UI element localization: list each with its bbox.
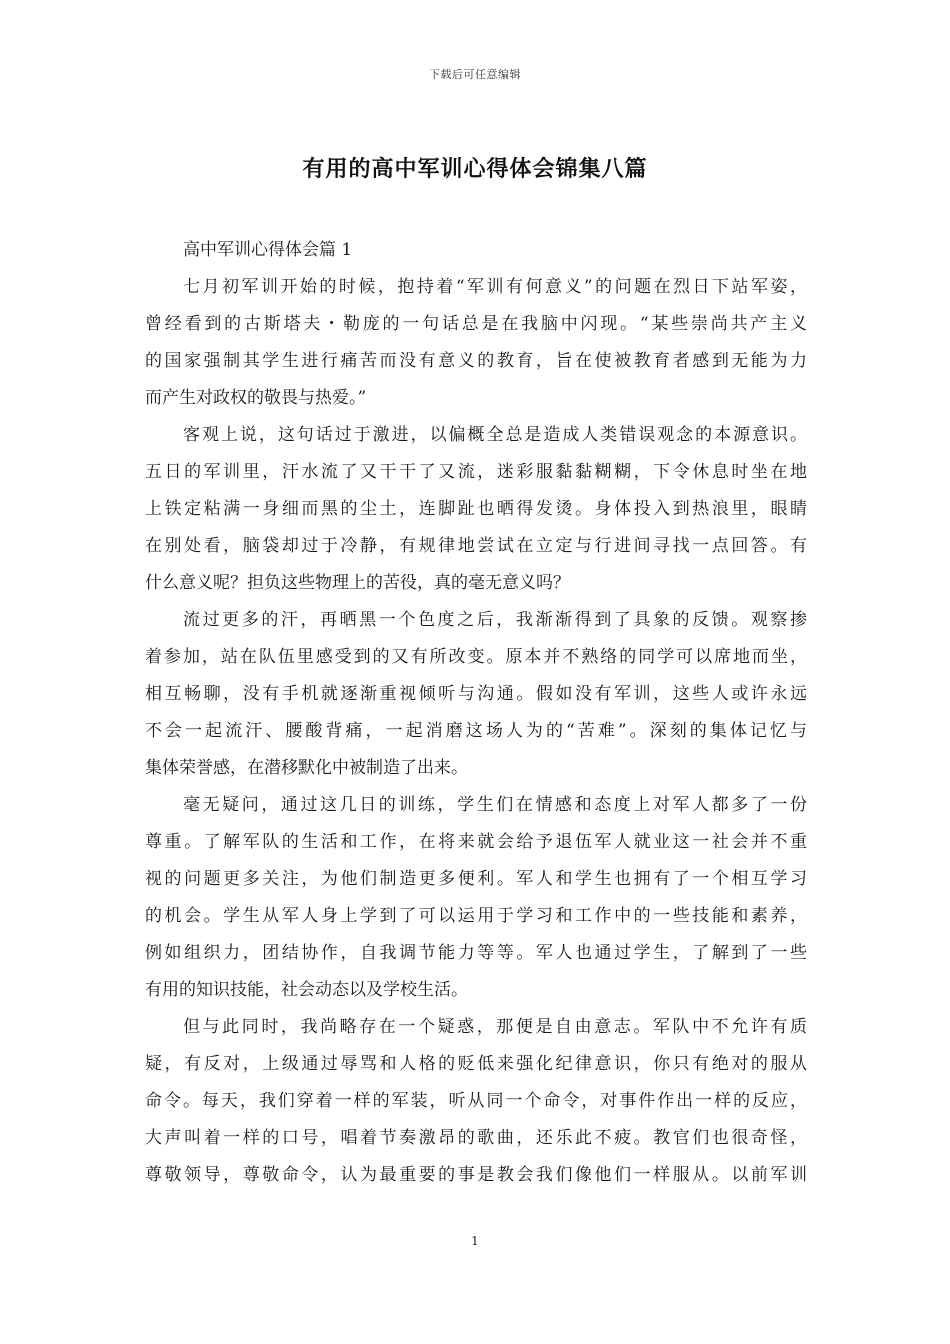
paragraph-line: 着参加，站在队伍里感受到的又有所改变。原本并不熟络的同学可以席地而坐， [145, 647, 807, 667]
paragraph-line: 七月初军训开始的时候，抱持着“军训有何意义”的问题在烈日下站军姿， [183, 277, 807, 297]
header-note: 下载后可任意编辑 [429, 68, 521, 81]
paragraph-line: 例如组织力，团结协作，自我调节能力等等。军人也通过学生，了解到了一些 [145, 943, 807, 963]
paragraph-line: 尊重。了解军队的生活和工作，在将来就会给予退伍军人就业这一社会并不重 [145, 832, 807, 852]
page-number: 1 [471, 1234, 479, 1248]
paragraph-line: 相互畅聊，没有手机就逐渐重视倾听与沟通。假如没有军训，这些人或许永远 [145, 684, 807, 704]
paragraph-line: 但与此同时，我尚略存在一个疑惑，那便是自由意志。军队中不允许有质 [183, 1017, 807, 1037]
paragraph-line: 的机会。学生从军人身上学到了可以运用于学习和工作中的一些技能和素养， [145, 906, 807, 926]
paragraph-line: 什么意义呢？担负这些物理上的苦役，真的毫无意义吗？ [145, 573, 570, 593]
paragraph-line: 五日的军训里，汗水流了又干干了又流，迷彩服黏黏糊糊，下令休息时坐在地 [145, 462, 807, 482]
paragraph-line: 尊敬领导，尊敬命令，认为最重要的事是教会我们像他们一样服从。以前军训 [145, 1165, 807, 1185]
paragraph-line: 毫无疑问，通过这几日的训练，学生们在情感和态度上对军人都多了一份 [183, 795, 807, 815]
document-title: 有用的高中军训心得体会锦集八篇 [302, 156, 648, 182]
paragraph-line: 客观上说，这句话过于激进，以偏概全总是造成人类错误观念的本源意识。 [183, 425, 807, 445]
paragraph-line: 视的问题更多关注，为他们制造更多便利。军人和学生也拥有了一个相互学习 [145, 869, 807, 889]
paragraph-line: 大声叫着一样的口号，唱着节奏激昂的歌曲，还乐此不疲。教官们也很奇怪， [145, 1128, 807, 1148]
paragraph-line: 流过更多的汗，再晒黑一个色度之后，我渐渐得到了具象的反馈。观察掺 [183, 610, 807, 630]
paragraph-line: 有用的知识技能，社会动态以及学校生活。 [145, 980, 468, 1000]
paragraph-line: 命令。每天，我们穿着一样的军装，听从同一个命令，对事件作出一样的反应， [145, 1091, 807, 1111]
paragraph-line: 的国家强制其学生进行痛苦而没有意义的教育，旨在使被教育者感到无能为力 [145, 351, 807, 371]
document-body [145, 232, 807, 1194]
paragraph-line: 而产生对政权的敬畏与热爱。” [145, 388, 367, 408]
paragraph-line: 曾经看到的古斯塔夫・勒庞的一句话总是在我脑中闪现。“某些崇尚共产主义 [145, 314, 807, 334]
paragraph-line: 不会一起流汗、腰酸背痛，一起消磨这场人为的“苦难”。深刻的集体记忆与 [145, 721, 807, 741]
paragraph-line: 疑，有反对，上级通过辱骂和人格的贬低来强化纪律意识，你只有绝对的服从 [145, 1054, 807, 1074]
paragraph-line: 在别处看，脑袋却过于冷静，有规律地尝试在立定与行进间寻找一点回答。有 [145, 536, 807, 556]
section-heading: 高中军训心得体会篇 1 [183, 240, 353, 260]
paragraph-line: 集体荣誉感，在潜移默化中被制造了出来。 [145, 758, 468, 778]
paragraph-line: 上铁定粘满一身细而黑的尘土，连脚趾也晒得发烫。身体投入到热浪里，眼睛 [145, 499, 807, 519]
